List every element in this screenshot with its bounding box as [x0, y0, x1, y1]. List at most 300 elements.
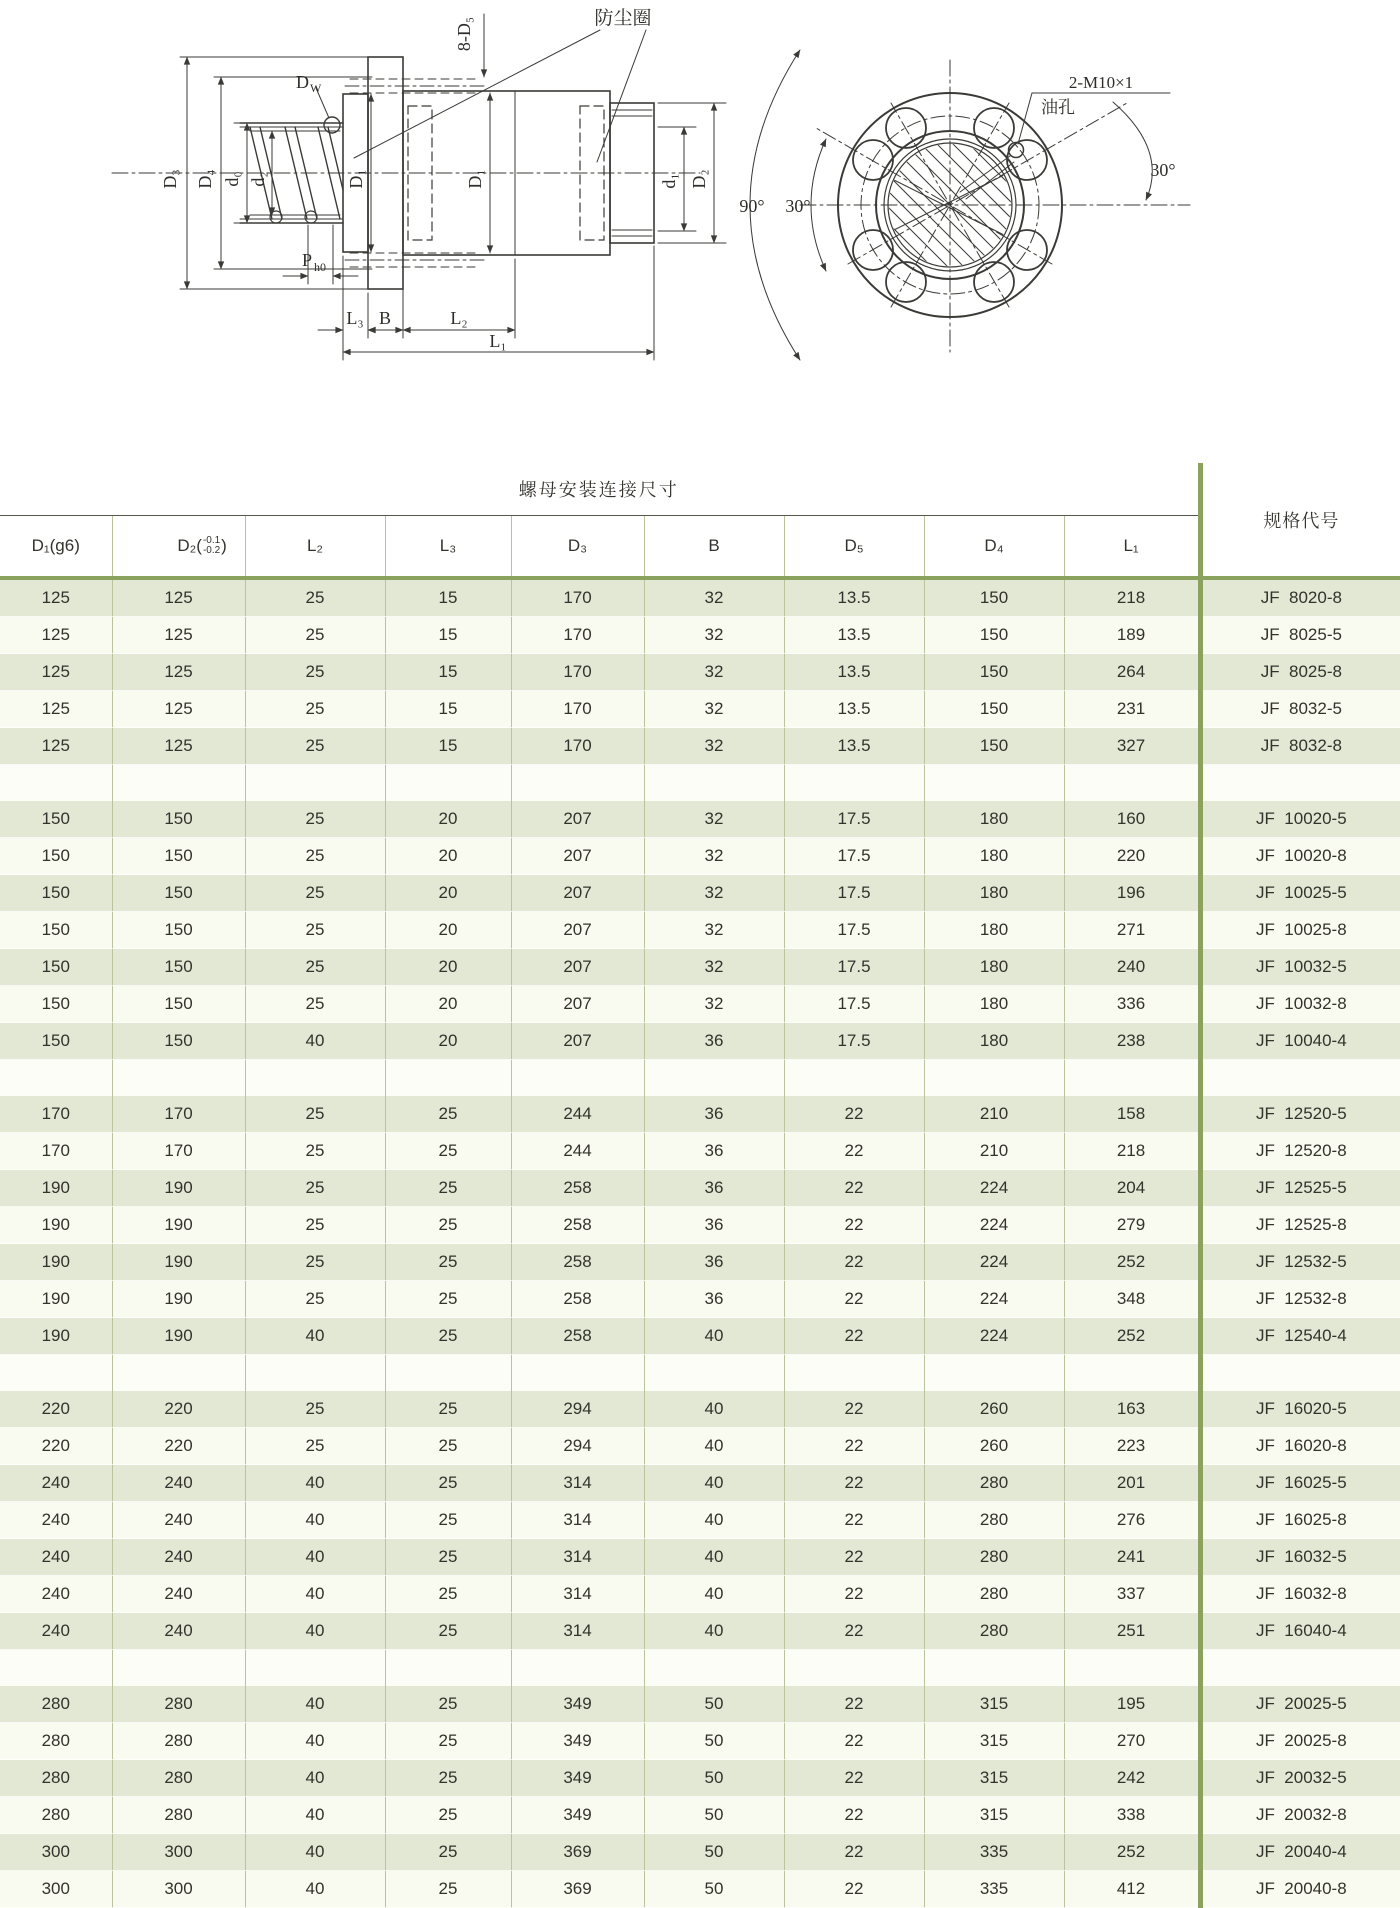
spec-code-cell: JF 20025-5: [1200, 1686, 1400, 1723]
cell-l3: 25: [385, 1170, 511, 1207]
cell-d1: 240: [0, 1502, 112, 1539]
oil-hole-label: 油孔: [1041, 98, 1075, 117]
spec-code-cell: JF 12520-8: [1200, 1133, 1400, 1170]
spec-code-cell: JF 12540-4: [1200, 1318, 1400, 1355]
cell-l3: 25: [385, 1391, 511, 1428]
cell-l1: 160: [1064, 801, 1200, 838]
cell-d2: 240: [112, 1539, 245, 1576]
angle-right-label: 30°: [1150, 160, 1176, 180]
cell-l1: 201: [1064, 1465, 1200, 1502]
cell-l3: 15: [385, 617, 511, 654]
d2-lower-tolerance: -0.2: [202, 545, 221, 556]
gap-cell: [1064, 1355, 1200, 1392]
dim-label-b: B: [378, 308, 392, 328]
cell-d4: 224: [924, 1318, 1064, 1355]
gap-cell: [1200, 1650, 1400, 1687]
cell-d3: 244: [511, 1133, 644, 1170]
cell-d4: 150: [924, 578, 1064, 617]
cell-l3: 25: [385, 1686, 511, 1723]
cell-d5: 17.5: [784, 986, 924, 1023]
table-row: [0, 1244, 1400, 1281]
cell-d1: 125: [0, 654, 112, 691]
cell-d2: 240: [112, 1465, 245, 1502]
cell-b: 32: [644, 986, 784, 1023]
cell-d4: 150: [924, 654, 1064, 691]
cell-l2: 40: [245, 1871, 385, 1908]
cell-d3: 349: [511, 1723, 644, 1760]
gap-cell: [245, 1355, 385, 1392]
cell-b: 36: [644, 1023, 784, 1060]
gap-cell: [784, 1355, 924, 1392]
cell-b: 40: [644, 1576, 784, 1613]
cell-l1: 238: [1064, 1023, 1200, 1060]
cell-d4: 335: [924, 1834, 1064, 1871]
cell-d2: 150: [112, 912, 245, 949]
cell-d5: 22: [784, 1539, 924, 1576]
cell-l1: 336: [1064, 986, 1200, 1023]
cell-d2: 125: [112, 617, 245, 654]
cell-d2: 240: [112, 1576, 245, 1613]
cell-l3: 20: [385, 986, 511, 1023]
gap-cell: [644, 1060, 784, 1097]
cell-l1: 348: [1064, 1281, 1200, 1318]
table-row: [0, 801, 1400, 838]
table-title: 螺母安装连接尺寸: [0, 463, 1200, 516]
cell-l2: 25: [245, 1170, 385, 1207]
cell-l3: 25: [385, 1576, 511, 1613]
cell-l1: 241: [1064, 1539, 1200, 1576]
gap-cell: [644, 1650, 784, 1687]
cell-d5: 22: [784, 1723, 924, 1760]
cell-b: 32: [644, 617, 784, 654]
cell-l3: 25: [385, 1133, 511, 1170]
cell-d5: 22: [784, 1576, 924, 1613]
gap-cell: [112, 1355, 245, 1392]
cell-l2: 25: [245, 1428, 385, 1465]
cell-d5: 22: [784, 1244, 924, 1281]
cell-l3: 25: [385, 1834, 511, 1871]
table-row: [0, 1428, 1400, 1465]
cell-l3: 25: [385, 1207, 511, 1244]
cell-d5: 22: [784, 1760, 924, 1797]
cell-d5: 22: [784, 1170, 924, 1207]
cell-d3: 244: [511, 1096, 644, 1133]
cell-d5: 22: [784, 1797, 924, 1834]
cell-l2: 40: [245, 1502, 385, 1539]
spec-code-cell: JF 16020-5: [1200, 1391, 1400, 1428]
cell-d4: 315: [924, 1760, 1064, 1797]
cell-d1: 280: [0, 1723, 112, 1760]
cell-d2: 170: [112, 1133, 245, 1170]
cell-d1: 220: [0, 1391, 112, 1428]
cell-d5: 22: [784, 1096, 924, 1133]
cell-d3: 207: [511, 986, 644, 1023]
cell-l3: 25: [385, 1723, 511, 1760]
cell-d3: 349: [511, 1760, 644, 1797]
cell-l3: 25: [385, 1244, 511, 1281]
cell-d5: 22: [784, 1834, 924, 1871]
cell-l2: 25: [245, 1281, 385, 1318]
table-row: [0, 1207, 1400, 1244]
gap-cell: [385, 765, 511, 802]
cell-b: 40: [644, 1318, 784, 1355]
cell-d1: 150: [0, 912, 112, 949]
cell-b: 40: [644, 1539, 784, 1576]
cell-b: 32: [644, 691, 784, 728]
angle-left-30-label: 30°: [785, 196, 811, 216]
cell-l2: 25: [245, 728, 385, 765]
cell-d5: 22: [784, 1318, 924, 1355]
oil-hole: [1009, 143, 1024, 158]
technical-drawings: [0, 0, 1400, 462]
spec-code-header: 规格代号: [1200, 463, 1400, 578]
dim-label-dw: D: [296, 72, 309, 92]
cell-d3: 258: [511, 1244, 644, 1281]
cell-d3: 207: [511, 949, 644, 986]
cell-d3: 369: [511, 1834, 644, 1871]
cell-d2: 220: [112, 1428, 245, 1465]
cell-l2: 40: [245, 1797, 385, 1834]
d2-close: ): [221, 536, 227, 555]
cell-l1: 223: [1064, 1428, 1200, 1465]
cell-d4: 210: [924, 1096, 1064, 1133]
cell-d5: 13.5: [784, 578, 924, 617]
table-row: [0, 654, 1400, 691]
table-row: [0, 728, 1400, 765]
cell-d5: 13.5: [784, 728, 924, 765]
gap-cell: [112, 1060, 245, 1097]
cell-l1: 252: [1064, 1318, 1200, 1355]
cell-d1: 170: [0, 1133, 112, 1170]
cell-d3: 207: [511, 838, 644, 875]
cell-d4: 280: [924, 1465, 1064, 1502]
cell-d4: 280: [924, 1539, 1064, 1576]
cell-d1: 240: [0, 1576, 112, 1613]
screw-thread: [240, 117, 343, 223]
cell-b: 32: [644, 949, 784, 986]
cell-l2: 25: [245, 801, 385, 838]
oil-hole-spec-label: 2-M10×1: [1068, 73, 1134, 92]
spec-code-cell: JF 10020-8: [1200, 838, 1400, 875]
cell-l3: 15: [385, 578, 511, 617]
cell-l2: 25: [245, 578, 385, 617]
cell-d5: 17.5: [784, 875, 924, 912]
cell-d3: 369: [511, 1871, 644, 1908]
cell-l1: 189: [1064, 617, 1200, 654]
cell-d3: 294: [511, 1428, 644, 1465]
cell-d2: 150: [112, 986, 245, 1023]
cell-l2: 40: [245, 1686, 385, 1723]
cell-l1: 271: [1064, 912, 1200, 949]
cell-d1: 150: [0, 875, 112, 912]
table-row: [0, 1391, 1400, 1428]
spec-code-cell: JF 16020-8: [1200, 1428, 1400, 1465]
cell-d4: 180: [924, 875, 1064, 912]
cell-l2: 25: [245, 1096, 385, 1133]
gap-row: [0, 1060, 1400, 1097]
cell-d4: 224: [924, 1244, 1064, 1281]
cell-d1: 220: [0, 1428, 112, 1465]
spec-code-cell: JF 20025-8: [1200, 1723, 1400, 1760]
spec-code-cell: JF 8020-8: [1200, 578, 1400, 617]
cell-d2: 280: [112, 1686, 245, 1723]
cell-d2: 170: [112, 1096, 245, 1133]
cell-l2: 25: [245, 691, 385, 728]
d2-upper-tolerance: -0.1: [202, 535, 221, 546]
spec-code-cell: JF 12525-5: [1200, 1170, 1400, 1207]
cell-d2: 125: [112, 578, 245, 617]
cell-d2: 280: [112, 1797, 245, 1834]
cell-l3: 25: [385, 1760, 511, 1797]
cell-b: 32: [644, 654, 784, 691]
cell-b: 32: [644, 728, 784, 765]
spec-code-cell: JF 8025-5: [1200, 617, 1400, 654]
cell-d3: 170: [511, 654, 644, 691]
cell-d3: 207: [511, 1023, 644, 1060]
cell-d5: 17.5: [784, 949, 924, 986]
cell-l3: 20: [385, 912, 511, 949]
spec-code-cell: JF 12520-5: [1200, 1096, 1400, 1133]
cell-l2: 25: [245, 949, 385, 986]
cell-b: 50: [644, 1871, 784, 1908]
cell-b: 36: [644, 1133, 784, 1170]
cell-l1: 163: [1064, 1391, 1200, 1428]
cell-l1: 196: [1064, 875, 1200, 912]
spec-code-cell: JF 16025-5: [1200, 1465, 1400, 1502]
spec-code-cell: JF 10032-5: [1200, 949, 1400, 986]
gap-cell: [1200, 1355, 1400, 1392]
cell-d2: 280: [112, 1760, 245, 1797]
table-row: [0, 1871, 1400, 1908]
cell-l1: 276: [1064, 1502, 1200, 1539]
gap-cell: [1200, 1060, 1400, 1097]
gap-cell: [0, 1355, 112, 1392]
cell-d5: 22: [784, 1871, 924, 1908]
cell-l1: 270: [1064, 1723, 1200, 1760]
cell-d3: 314: [511, 1465, 644, 1502]
gap-cell: [1064, 1650, 1200, 1687]
cell-d2: 150: [112, 949, 245, 986]
cell-l2: 25: [245, 1244, 385, 1281]
gap-row: [0, 765, 1400, 802]
cell-d1: 190: [0, 1281, 112, 1318]
cell-l1: 252: [1064, 1244, 1200, 1281]
table-row: [0, 875, 1400, 912]
section-view-drawing: [112, 7, 726, 360]
cell-l2: 25: [245, 1133, 385, 1170]
cell-l2: 25: [245, 986, 385, 1023]
spec-code-cell: JF 12525-8: [1200, 1207, 1400, 1244]
dust-seal-label: 防尘圈: [594, 8, 652, 29]
cell-d5: 13.5: [784, 654, 924, 691]
cell-b: 32: [644, 912, 784, 949]
spec-code-cell: JF 12532-8: [1200, 1281, 1400, 1318]
spec-code-cell: JF 10040-4: [1200, 1023, 1400, 1060]
spec-code-cell: JF 16032-8: [1200, 1576, 1400, 1613]
cell-d5: 17.5: [784, 801, 924, 838]
cell-l3: 25: [385, 1281, 511, 1318]
cell-l2: 25: [245, 838, 385, 875]
cell-d3: 349: [511, 1686, 644, 1723]
cell-b: 36: [644, 1244, 784, 1281]
cell-d3: 170: [511, 617, 644, 654]
dim-label-d4: D₄: [195, 169, 215, 189]
cell-d1: 125: [0, 578, 112, 617]
cell-d4: 150: [924, 691, 1064, 728]
dim-label-d1-flange: D₁: [346, 169, 366, 189]
cell-d3: 258: [511, 1170, 644, 1207]
table-row: [0, 1797, 1400, 1834]
cell-d2: 125: [112, 728, 245, 765]
cell-d3: 170: [511, 728, 644, 765]
cell-d3: 258: [511, 1281, 644, 1318]
cell-d2: 150: [112, 801, 245, 838]
cell-d1: 125: [0, 617, 112, 654]
gap-cell: [112, 1650, 245, 1687]
gap-row: [0, 1355, 1400, 1392]
cell-b: 50: [644, 1760, 784, 1797]
cell-d4: 180: [924, 949, 1064, 986]
cell-b: 40: [644, 1502, 784, 1539]
dim-label-d1-body: D₁: [465, 169, 485, 189]
gap-cell: [784, 765, 924, 802]
col-header-l3: L₃: [385, 516, 511, 579]
cell-d1: 150: [0, 838, 112, 875]
cell-d3: 349: [511, 1797, 644, 1834]
cell-d4: 224: [924, 1207, 1064, 1244]
cell-b: 50: [644, 1834, 784, 1871]
cell-d4: 315: [924, 1723, 1064, 1760]
dimension-table: [0, 463, 1400, 1908]
cell-l3: 25: [385, 1613, 511, 1650]
dim-label-l1: L₁: [489, 331, 507, 351]
spec-code-cell: JF 16025-8: [1200, 1502, 1400, 1539]
spec-code-cell: JF 8032-8: [1200, 728, 1400, 765]
dim-label-l2: L₂: [450, 308, 468, 328]
cell-b: 40: [644, 1613, 784, 1650]
cell-d1: 150: [0, 1023, 112, 1060]
cell-l1: 204: [1064, 1170, 1200, 1207]
cell-l2: 40: [245, 1760, 385, 1797]
cell-d5: 22: [784, 1465, 924, 1502]
dim-label-d0: d₀: [222, 171, 242, 187]
table-row: [0, 1318, 1400, 1355]
cell-d5: 13.5: [784, 617, 924, 654]
cell-d5: 22: [784, 1391, 924, 1428]
cell-l3: 20: [385, 949, 511, 986]
cell-d4: 180: [924, 838, 1064, 875]
spec-code-cell: JF 20040-4: [1200, 1834, 1400, 1871]
cell-d3: 314: [511, 1576, 644, 1613]
gap-cell: [511, 1355, 644, 1392]
cell-l2: 25: [245, 1207, 385, 1244]
dim-label-ph0: P: [302, 250, 313, 270]
cell-d4: 315: [924, 1797, 1064, 1834]
gap-cell: [924, 765, 1064, 802]
angle-left-90-label: 90°: [739, 196, 765, 216]
spec-code-cell: JF 16040-4: [1200, 1613, 1400, 1650]
cell-l1: 195: [1064, 1686, 1200, 1723]
col-header-d5: D₅: [784, 516, 924, 579]
cell-l2: 25: [245, 912, 385, 949]
gap-cell: [511, 1650, 644, 1687]
cell-b: 50: [644, 1723, 784, 1760]
cell-b: 40: [644, 1391, 784, 1428]
cell-d1: 280: [0, 1686, 112, 1723]
cell-l1: 158: [1064, 1096, 1200, 1133]
cell-l1: 251: [1064, 1613, 1200, 1650]
cell-l3: 20: [385, 1023, 511, 1060]
cell-d2: 190: [112, 1170, 245, 1207]
gap-cell: [784, 1650, 924, 1687]
table-header-row: [0, 516, 1400, 579]
cell-b: 36: [644, 1170, 784, 1207]
table-row: [0, 1023, 1400, 1060]
gap-row: [0, 1650, 1400, 1687]
cell-d3: 314: [511, 1539, 644, 1576]
gap-cell: [924, 1650, 1064, 1687]
cell-d1: 190: [0, 1207, 112, 1244]
cell-d5: 17.5: [784, 838, 924, 875]
spec-code-cell: JF 10020-5: [1200, 801, 1400, 838]
cell-d4: 224: [924, 1170, 1064, 1207]
cell-l2: 40: [245, 1539, 385, 1576]
gap-cell: [0, 765, 112, 802]
cell-l1: 252: [1064, 1834, 1200, 1871]
cell-l1: 242: [1064, 1760, 1200, 1797]
gap-cell: [385, 1650, 511, 1687]
cell-l3: 15: [385, 654, 511, 691]
flange-front-view-drawing: [739, 47, 1190, 363]
dim-label-dw-sub: W: [310, 81, 322, 95]
cell-d3: 207: [511, 875, 644, 912]
cell-d5: 22: [784, 1502, 924, 1539]
cell-l2: 40: [245, 1023, 385, 1060]
cell-l3: 25: [385, 1797, 511, 1834]
cell-d1: 125: [0, 691, 112, 728]
cell-d2: 190: [112, 1207, 245, 1244]
cell-l3: 25: [385, 1318, 511, 1355]
cell-d4: 150: [924, 728, 1064, 765]
cell-l2: 40: [245, 1723, 385, 1760]
cell-l3: 25: [385, 1502, 511, 1539]
col-header-d4: D₄: [924, 516, 1064, 579]
cell-d5: 22: [784, 1133, 924, 1170]
gap-cell: [385, 1060, 511, 1097]
col-header-l2: L₂: [245, 516, 385, 579]
gap-cell: [924, 1060, 1064, 1097]
cell-d5: 13.5: [784, 691, 924, 728]
cell-l3: 20: [385, 838, 511, 875]
cell-b: 32: [644, 875, 784, 912]
cell-d1: 240: [0, 1539, 112, 1576]
cell-d2: 220: [112, 1391, 245, 1428]
cell-d3: 170: [511, 691, 644, 728]
cell-l1: 240: [1064, 949, 1200, 986]
table-row: [0, 912, 1400, 949]
cell-d3: 314: [511, 1502, 644, 1539]
cell-l2: 25: [245, 617, 385, 654]
cell-b: 40: [644, 1465, 784, 1502]
spec-code-cell: JF 8032-5: [1200, 691, 1400, 728]
dim-label-ph0-sub: h0: [314, 260, 326, 274]
cell-d4: 180: [924, 912, 1064, 949]
cell-d4: 224: [924, 1281, 1064, 1318]
cell-b: 32: [644, 578, 784, 617]
table-row: [0, 986, 1400, 1023]
spec-code-cell: JF 10032-8: [1200, 986, 1400, 1023]
cell-l2: 40: [245, 1834, 385, 1871]
